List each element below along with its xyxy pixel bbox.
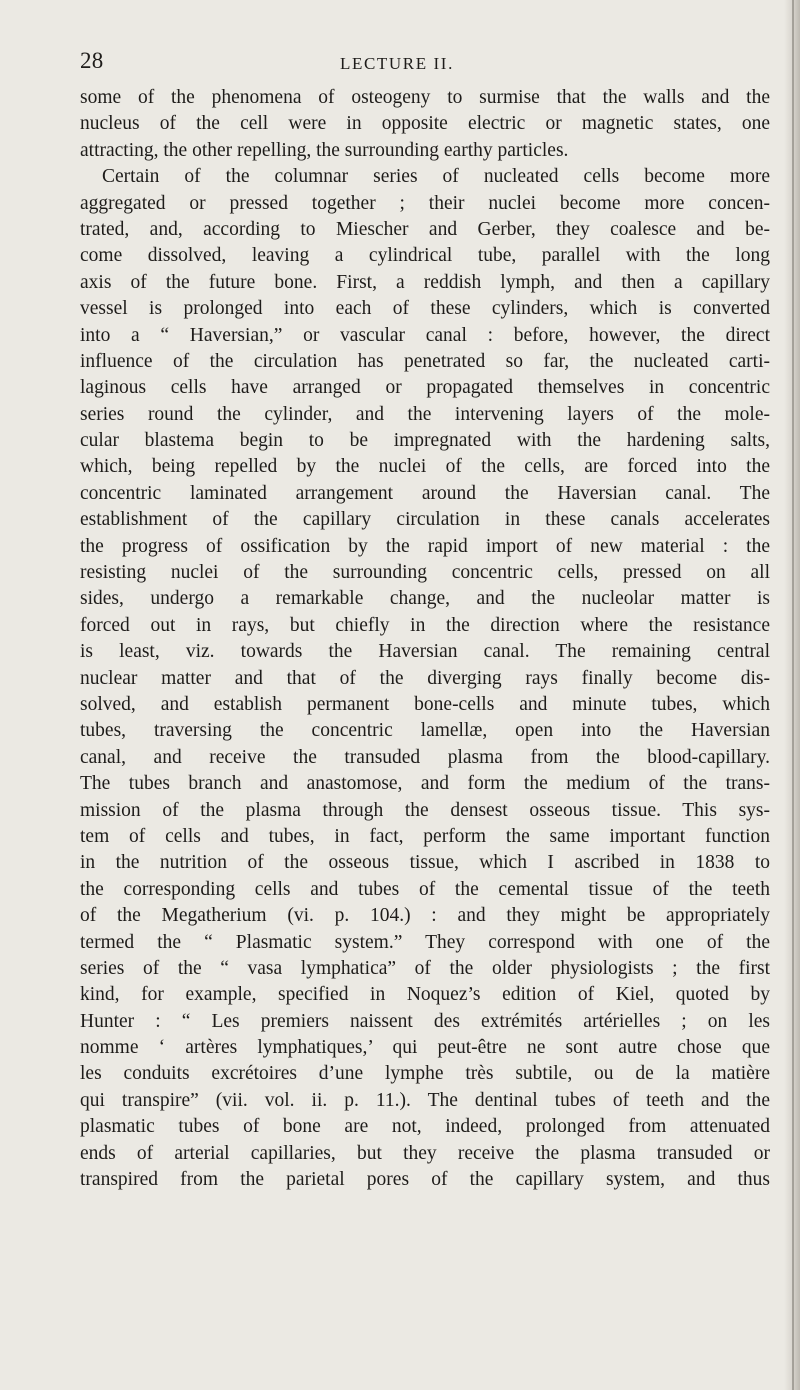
body-text <box>80 85 770 1193</box>
text-line: series round the cylinder, and the intervening layers of the mole- <box>80 403 770 425</box>
text-line: trated, and, according to Miescher and Gerber, they coalesce and be- <box>80 218 770 240</box>
text-line: come dissolved, leaving a cylindrical tube, parallel with the long <box>80 245 770 267</box>
text-line: series of the “ vasa lymphatica” of the older physiologists ; the first <box>80 957 770 979</box>
text-line: transpired from the parietal pores of the capillary system, and thus <box>80 1169 770 1191</box>
text-line: is least, viz. towards the Haversian canal. The remaining central <box>80 641 770 663</box>
text-line: tem of cells and tubes, in fact, perform the same important function <box>80 825 770 847</box>
text-line: Certain of the columnar series of nucleated cells become more <box>102 166 770 188</box>
text-line: the corresponding cells and tubes of the cemental tissue of the teeth <box>80 878 770 900</box>
text-line: qui transpire” (vii. vol. ii. p. 11.). The dentinal tubes of teeth and the <box>80 1089 770 1111</box>
text-line: the progress of ossification by the rapid import of new material : the <box>80 535 770 557</box>
running-head: LECTURE II. <box>340 54 454 73</box>
text-line: nomme ‘ artères lymphatiques,’ qui peut-être ne sont autre chose que <box>80 1037 770 1059</box>
text-line: some of the phenomena of osteogeny to surmise that the walls and the <box>80 87 770 108</box>
text-line: axis of the future bone. First, a reddish lymph, and then a capillary <box>80 271 770 293</box>
text-line: forced out in rays, but chiefly in the direction where the resistance <box>80 614 770 636</box>
text-line: The tubes branch and anastomose, and form the medium of the trans- <box>80 773 770 795</box>
text-line: vessel is prolonged into each of these cylinders, which is converted <box>80 298 770 320</box>
text-line: plasmatic tubes of bone are not, indeed, prolonged from attenuated <box>80 1116 770 1138</box>
text-line: aggregated or pressed together ; their nuclei become more concen- <box>80 192 770 214</box>
text-line: cular blastema begin to be impregnated with the hardening salts, <box>80 430 770 452</box>
text-line: attracting, the other repelling, the surrounding earthy particles. <box>80 139 569 161</box>
text-line: les conduits excrétoires d’une lymphe très subtile, ou de la matière <box>80 1063 770 1085</box>
text-line: laginous cells have arranged or propagated themselves in concentric <box>80 377 770 399</box>
text-line: nuclear matter and that of the diverging rays finally become dis- <box>80 667 770 689</box>
text-line: sides, undergo a remarkable change, and the nucleolar matter is <box>80 588 770 610</box>
text-line: solved, and establish permanent bone-cells and minute tubes, which <box>80 693 770 715</box>
text-line: concentric laminated arrangement around the Haversian canal. The <box>80 482 770 504</box>
text-line: Hunter : “ Les premiers naissent des extrémités artérielles ; on les <box>80 1010 770 1032</box>
text-line: ends of arterial capillaries, but they receive the plasma transuded or <box>80 1142 770 1164</box>
text-line: nucleus of the cell were in opposite electric or magnetic states, one <box>80 113 770 135</box>
text-line: into a “ Haversian,” or vascular canal : before, however, the direct <box>80 324 770 346</box>
page-edge-line <box>792 0 794 1390</box>
page-number: 28 <box>80 48 104 73</box>
text-line: mission of the plasma through the densest osseous tissue. This sys- <box>80 799 770 821</box>
text-line: canal, and receive the transuded plasma from the blood-capillary. <box>80 746 770 768</box>
text-line: establishment of the capillary circulation in these canals accelerates <box>80 509 770 531</box>
text-line: which, being repelled by the nuclei of the cells, are forced into the <box>80 456 770 478</box>
text-line: of the Megatherium (vi. p. 104.) : and they might be appropriately <box>80 905 770 927</box>
text-line: termed the “ Plasmatic system.” They correspond with one of the <box>80 931 770 953</box>
text-line: influence of the circulation has penetrated so far, the nucleated carti- <box>80 350 770 372</box>
text-line: in the nutrition of the osseous tissue, which I ascribed in 1838 to <box>80 852 770 874</box>
text-line: tubes, traversing the concentric lamellæ, open into the Haversian <box>80 720 770 742</box>
text-line: kind, for example, specified in Noquez’s edition of Kiel, quoted by <box>80 984 770 1006</box>
text-line: resisting nuclei of the surrounding concentric cells, pressed on all <box>80 562 770 584</box>
